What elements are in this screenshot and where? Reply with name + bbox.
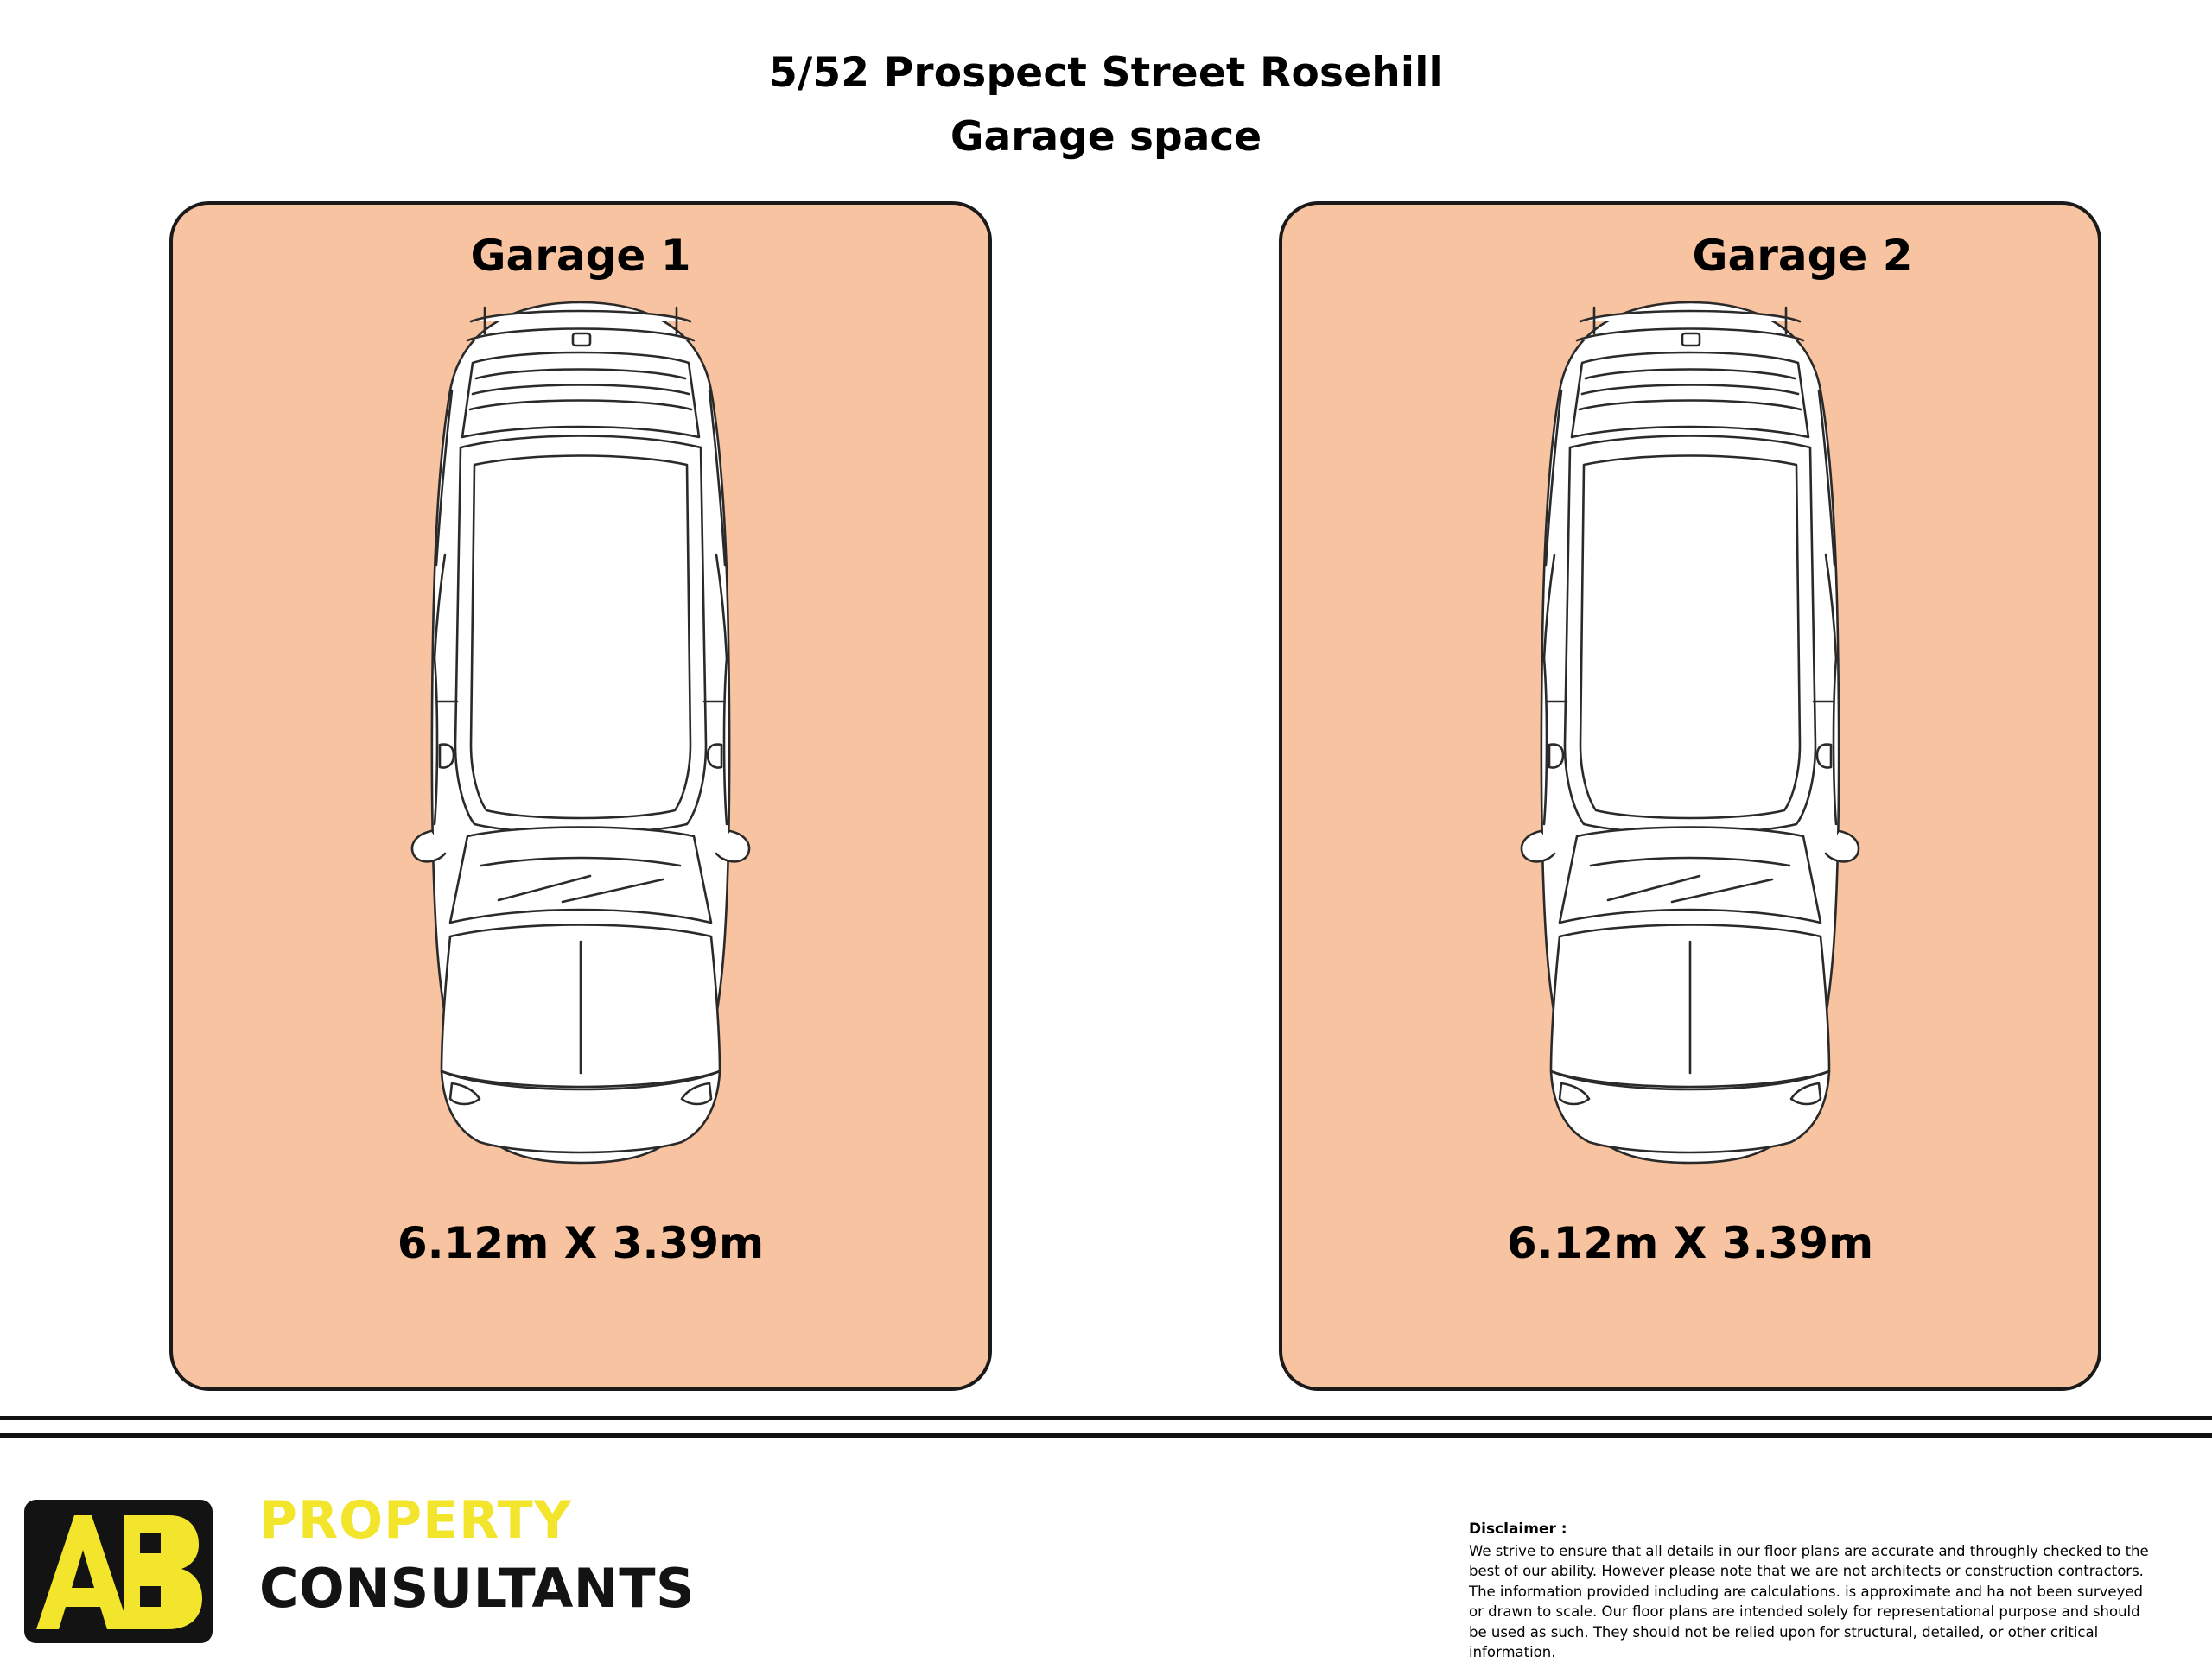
car-top-view-icon-2: [1487, 295, 1893, 1168]
disclaimer-text: We strive to ensure that all details in our floor plans are accurate and throughly checked to the best of our ability. However please note that we are not architects or construction contractors. The information provided including are calculations. is approximate and ha not been surveyed or drawn to scale. Our floor plans are intended solely for representational purpose and should be used as such. They should not be relied upon for structural, detailed, or other critical information.: [1469, 1543, 2149, 1661]
title-block: [0, 50, 2212, 161]
car-top-view-icon-1: [378, 295, 784, 1168]
page-subtitle: Garage space: [950, 113, 1262, 162]
brand-line-1: PROPERTY: [259, 1490, 573, 1551]
disclaimer-title: Disclaimer :: [1469, 1520, 1567, 1538]
garage-2-dimensions: 6.12m X 3.39m: [1506, 1218, 1874, 1268]
garage-1-dimensions: 6.12m X 3.39m: [397, 1218, 765, 1268]
footer-divider-top: [0, 1416, 2212, 1420]
page-title: 5/52 Prospect Street Rosehill: [769, 49, 1443, 97]
ab-logo-icon: [24, 1500, 213, 1643]
brand-logo-text: [259, 1490, 696, 1620]
disclaimer-block: [1469, 1520, 2152, 1663]
garage-1-label: Garage 1: [470, 231, 691, 281]
brand-logo: [24, 1490, 715, 1647]
brand-line-2: CONSULTANTS: [259, 1557, 696, 1620]
garage-2-label: Garage 2: [1692, 231, 1913, 281]
garage-bay-1: [169, 201, 992, 1391]
garage-bay-2: [1279, 201, 2101, 1391]
footer-divider-bottom: [0, 1433, 2212, 1438]
